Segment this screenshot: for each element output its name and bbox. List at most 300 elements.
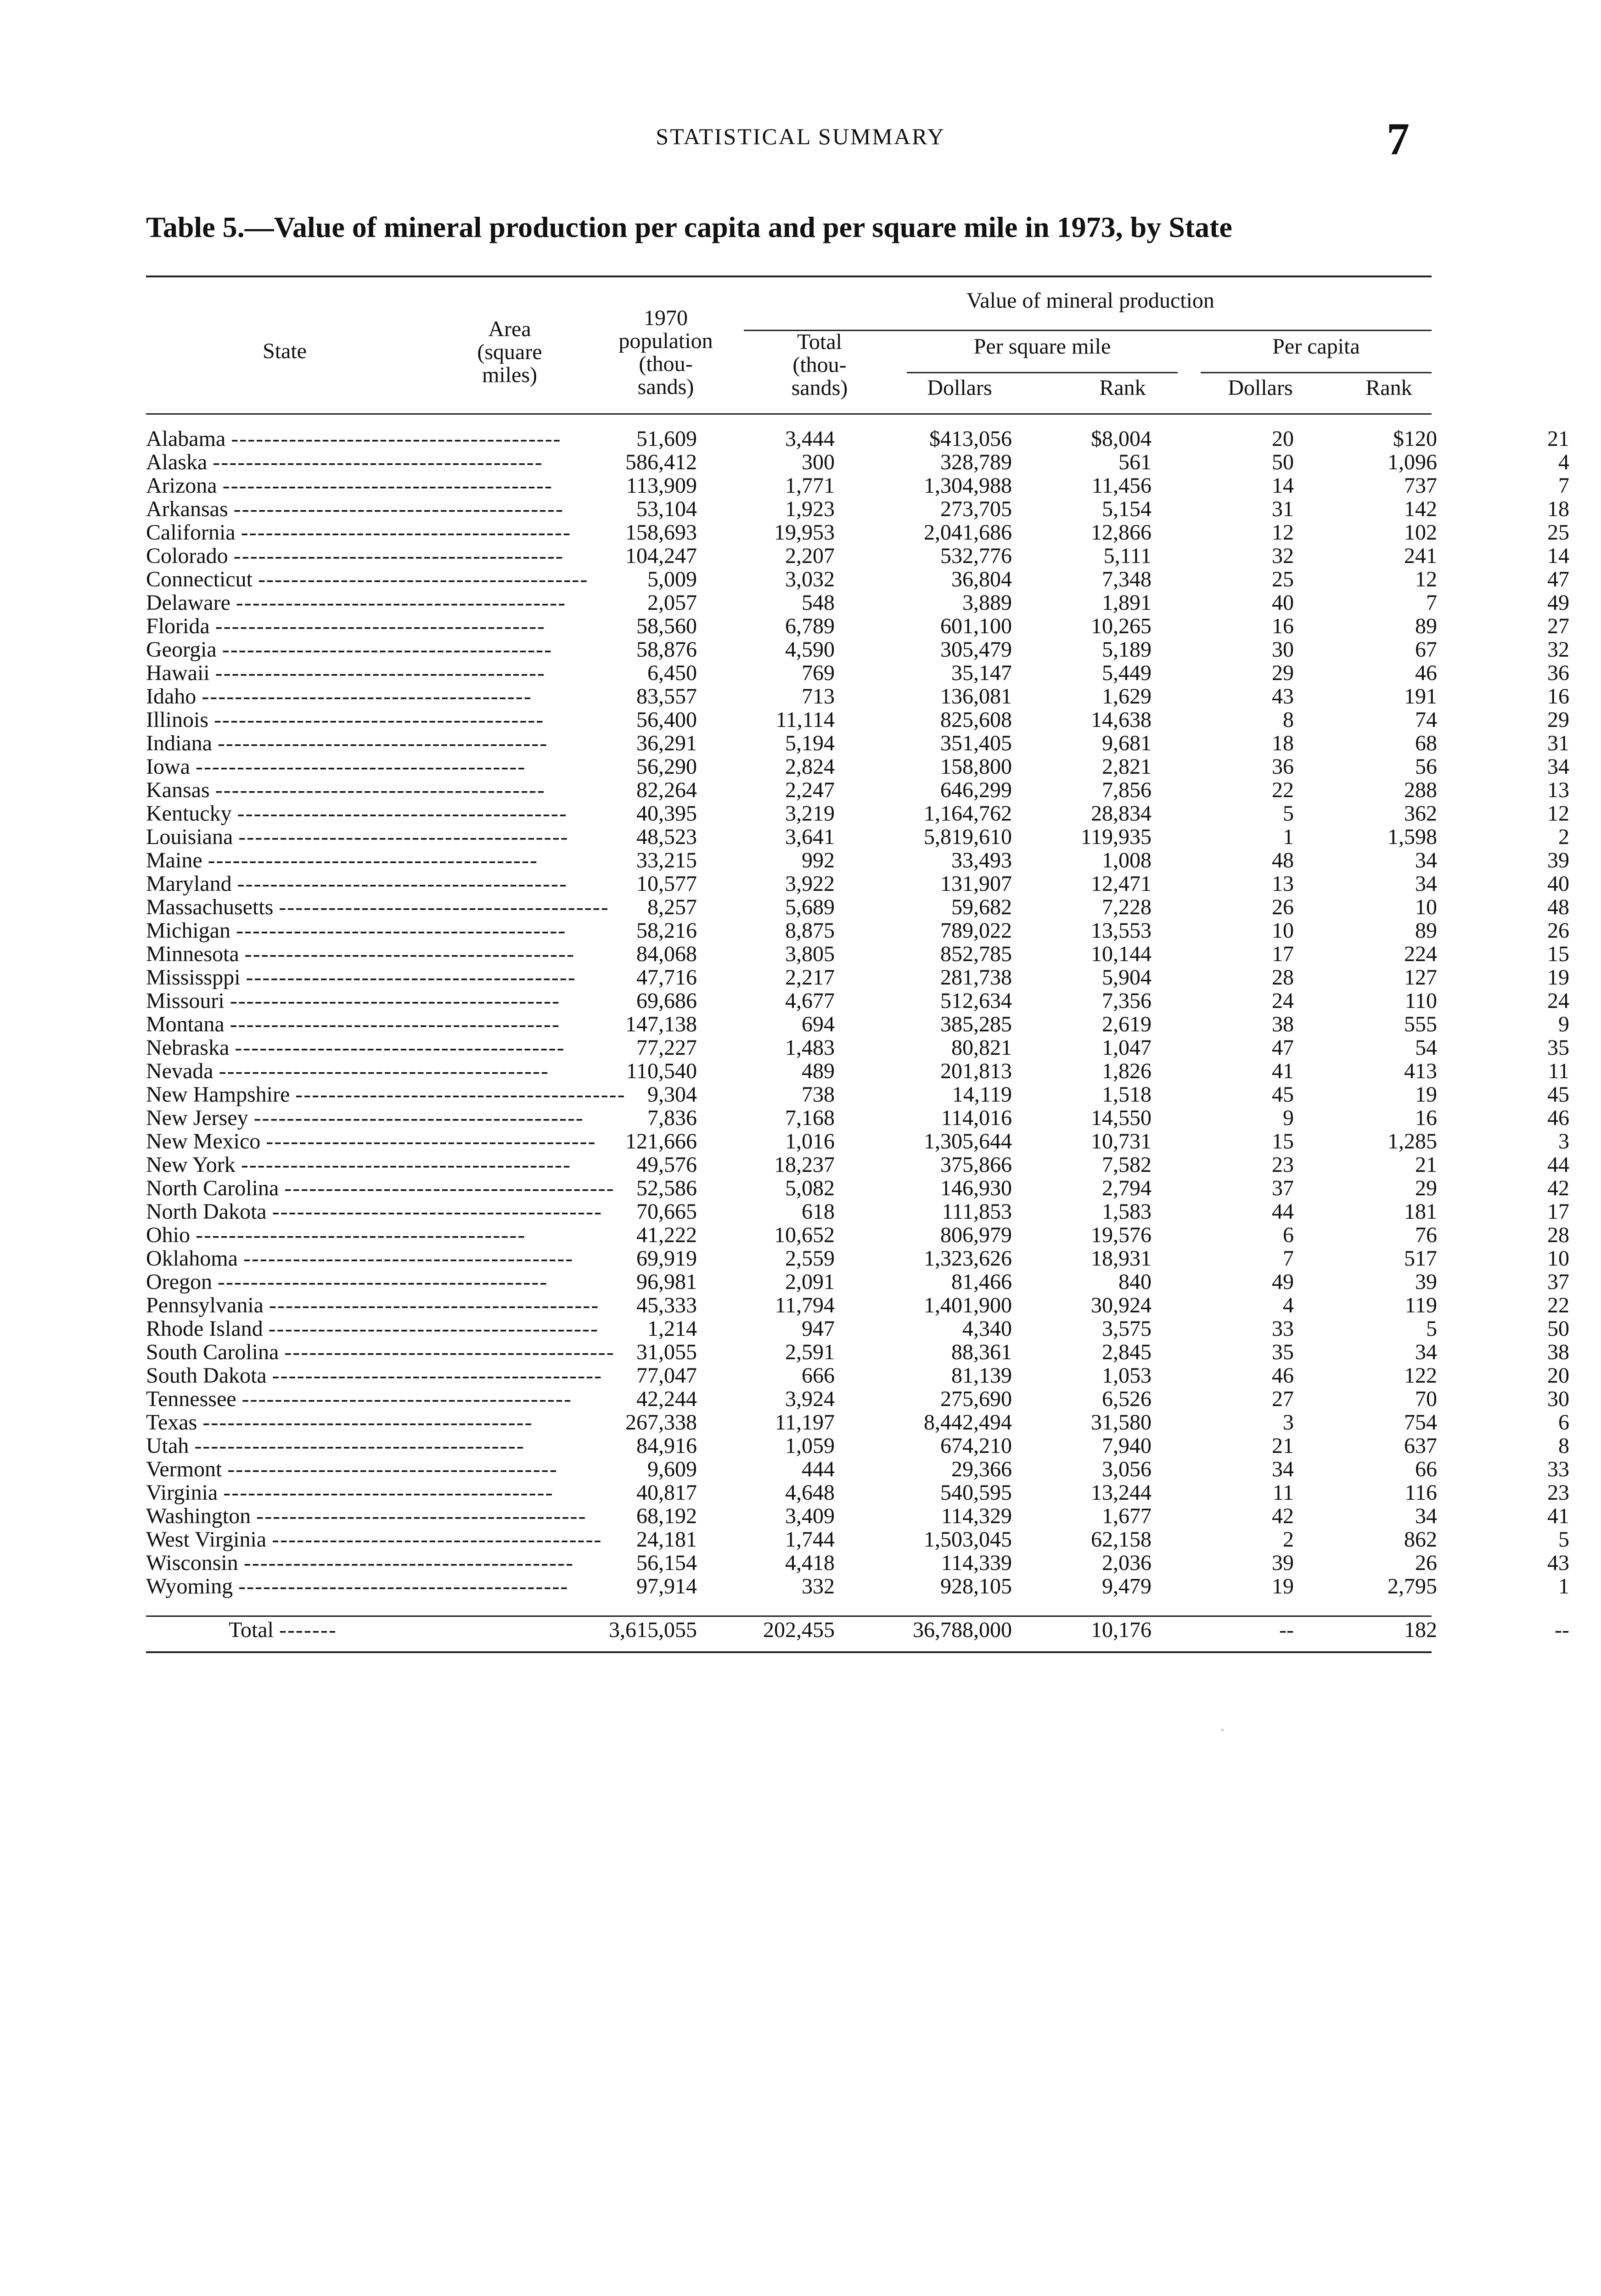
cell-population: 3,641 — [785, 825, 835, 849]
total-psm-dollars: 10,176 — [1091, 1618, 1152, 1642]
state-name — [146, 1504, 587, 1528]
cell-total-value: 29,366 — [951, 1457, 1012, 1481]
cell-population: 3,444 — [785, 427, 835, 451]
dot-leader: ---------------------------------------- — [213, 450, 543, 474]
cell-total-value: 1,305,644 — [924, 1129, 1012, 1154]
cell-area: 8,257 — [647, 895, 697, 919]
cell-psm-rank: 49 — [1272, 1270, 1294, 1294]
cell-pc-rank: 8 — [1558, 1434, 1569, 1458]
cell-pc-rank: 48 — [1547, 895, 1569, 919]
dot-leader: ---------------------------------------- — [284, 1176, 615, 1200]
total-pc-rank: -- — [1555, 1618, 1569, 1642]
cell-psm-dollars: 7,582 — [1102, 1153, 1152, 1177]
state-name — [146, 1340, 615, 1364]
dot-leader: ---------------------------------------- — [268, 1317, 599, 1341]
cell-population: 3,409 — [785, 1504, 835, 1528]
header-psm-dollars: Dollars — [927, 376, 992, 400]
cell-psm-rank: 31 — [1272, 497, 1294, 521]
cell-pc-rank: 21 — [1547, 427, 1569, 451]
cell-pc-dollars: 754 — [1404, 1410, 1437, 1435]
cell-psm-rank: 34 — [1272, 1457, 1294, 1481]
cell-pc-rank: 6 — [1558, 1410, 1569, 1435]
cell-total-value: 275,690 — [940, 1387, 1012, 1411]
cell-total-value: 88,361 — [951, 1340, 1012, 1364]
dot-leader: ---------------------------------------- — [238, 1574, 569, 1598]
cell-psm-rank: 45 — [1272, 1082, 1294, 1107]
table-row — [146, 1410, 1569, 1435]
cell-psm-dollars: 7,348 — [1102, 567, 1152, 591]
cell-population: 2,559 — [785, 1246, 835, 1271]
state-label: Tennessee — [146, 1387, 236, 1411]
table-row — [146, 1363, 1569, 1388]
dot-leader: ---------------------------------------- — [215, 778, 546, 802]
cell-psm-dollars: 1,047 — [1102, 1035, 1152, 1060]
state-name — [146, 520, 571, 545]
cell-pc-rank: 46 — [1547, 1106, 1569, 1130]
cell-pc-rank: 42 — [1547, 1176, 1569, 1200]
state-label: California — [146, 520, 236, 545]
cell-population: 5,689 — [785, 895, 835, 919]
cell-pc-rank: 3 — [1558, 1129, 1569, 1154]
cell-psm-dollars: 10,144 — [1091, 942, 1152, 966]
cell-psm-rank: 13 — [1272, 872, 1294, 896]
cell-psm-rank: 44 — [1272, 1199, 1294, 1224]
cell-area: 2,057 — [647, 591, 697, 615]
dot-leader: ---------------------------------------- — [256, 1504, 587, 1528]
cell-pc-dollars: 16 — [1415, 1106, 1437, 1130]
cell-area: 586,412 — [625, 450, 697, 474]
state-label: Wisconsin — [146, 1551, 238, 1575]
cell-psm-rank: 29 — [1272, 661, 1294, 685]
cell-pc-dollars: 1,598 — [1388, 825, 1437, 849]
cell-pc-rank: 43 — [1547, 1551, 1569, 1575]
cell-pc-dollars: 76 — [1415, 1223, 1437, 1247]
cell-area: 52,586 — [636, 1176, 697, 1200]
cell-psm-dollars: 2,794 — [1102, 1176, 1152, 1200]
cell-pc-dollars: 29 — [1415, 1176, 1437, 1200]
cell-pc-rank: 17 — [1547, 1199, 1569, 1224]
cell-total-value: 328,789 — [940, 450, 1012, 474]
state-label: South Carolina — [146, 1340, 279, 1364]
table-row — [146, 1527, 1569, 1552]
table-row — [146, 731, 1569, 755]
table-row — [146, 450, 1569, 474]
cell-population: 18,237 — [774, 1153, 835, 1177]
cell-total-value: 674,210 — [940, 1434, 1012, 1458]
state-label: Washington — [146, 1504, 251, 1528]
state-name — [146, 778, 546, 802]
cell-pc-rank: 7 — [1558, 473, 1569, 498]
cell-total-value: 1,503,045 — [924, 1527, 1012, 1552]
cell-psm-rank: 20 — [1272, 427, 1294, 451]
cell-psm-rank: 22 — [1272, 778, 1294, 802]
state-name — [146, 427, 562, 451]
cell-psm-rank: 25 — [1272, 567, 1294, 591]
cell-area: 51,609 — [636, 427, 697, 451]
state-name — [146, 1129, 596, 1154]
cell-population: 11,114 — [775, 708, 835, 732]
table-row — [146, 497, 1569, 521]
cell-psm-dollars: 13,244 — [1091, 1480, 1152, 1505]
cell-pc-dollars: 74 — [1415, 708, 1437, 732]
cell-population: 2,591 — [785, 1340, 835, 1364]
state-label: Georgia — [146, 637, 217, 662]
state-label: Wyoming — [146, 1574, 233, 1598]
cell-pc-dollars: 89 — [1415, 614, 1437, 638]
cell-pc-dollars: 191 — [1404, 684, 1437, 709]
cell-area: 267,338 — [625, 1410, 697, 1435]
cell-total-value: 5,819,610 — [924, 825, 1012, 849]
total-label: Total ------- — [229, 1618, 337, 1642]
table-row — [146, 473, 1569, 498]
state-name — [146, 942, 575, 966]
state-label: Montana — [146, 1012, 225, 1036]
cell-total-value: 646,299 — [940, 778, 1012, 802]
state-name — [146, 754, 526, 779]
dot-leader: ---------------------------------------- — [236, 591, 567, 615]
cell-psm-dollars: 5,189 — [1102, 637, 1152, 662]
cell-total-value: 136,081 — [940, 684, 1012, 709]
cell-pc-dollars: 34 — [1415, 1340, 1437, 1364]
cell-area: 24,181 — [636, 1527, 697, 1552]
cell-pc-dollars: 181 — [1404, 1199, 1437, 1224]
cell-area: 82,264 — [636, 778, 697, 802]
cell-population: 1,483 — [785, 1035, 835, 1060]
state-name — [146, 1434, 525, 1458]
table-row — [146, 1129, 1569, 1154]
cell-area: 97,914 — [636, 1574, 697, 1598]
cell-psm-dollars: 14,638 — [1091, 708, 1152, 732]
cell-pc-dollars: 241 — [1404, 544, 1437, 568]
state-name — [146, 801, 567, 826]
dot-leader: ---------------------------------------- — [233, 497, 564, 521]
state-name — [146, 1480, 554, 1505]
cell-pc-rank: 26 — [1547, 918, 1569, 943]
dot-leader: ---------------------------------------- — [215, 661, 545, 685]
header-area: Area (square miles) — [477, 317, 542, 387]
cell-psm-dollars: 9,479 — [1102, 1574, 1152, 1598]
cell-psm-dollars: 2,845 — [1102, 1340, 1152, 1364]
cell-psm-rank: 24 — [1272, 989, 1294, 1013]
cell-population: 694 — [802, 1012, 835, 1036]
cell-psm-rank: 7 — [1283, 1246, 1294, 1271]
dot-leader: ---------------------------------------- — [241, 1153, 572, 1177]
cell-psm-dollars: 14,550 — [1091, 1106, 1152, 1130]
table-row — [146, 1457, 1569, 1481]
cell-area: 36,291 — [636, 731, 697, 755]
cell-psm-dollars: 1,008 — [1102, 848, 1152, 872]
state-label: Colorado — [146, 544, 228, 568]
table-row — [146, 614, 1569, 638]
cell-total-value: 114,339 — [941, 1551, 1012, 1575]
table-row — [146, 1153, 1569, 1177]
cell-area: 48,523 — [636, 825, 697, 849]
cell-psm-rank: 38 — [1272, 1012, 1294, 1036]
table-row — [146, 1551, 1569, 1575]
state-label: Iowa — [146, 754, 190, 779]
state-label: Missouri — [146, 989, 225, 1013]
dot-leader: ---------------------------------------- — [237, 801, 567, 826]
state-name — [146, 1106, 584, 1130]
cell-pc-dollars: 66 — [1415, 1457, 1437, 1481]
dot-leader: ---------------------------------------- — [279, 895, 609, 919]
table-row — [146, 1199, 1569, 1224]
cell-pc-rank: 15 — [1547, 942, 1569, 966]
state-name — [146, 1293, 600, 1317]
cell-psm-dollars: 1,583 — [1102, 1199, 1152, 1224]
state-label: Illinois — [146, 708, 209, 732]
cell-total-value: 8,442,494 — [924, 1410, 1012, 1435]
dot-leader: ---------------------------------------- — [231, 427, 562, 451]
dot-leader: ---------------------------------------- — [233, 544, 564, 568]
cell-pc-rank: 24 — [1547, 989, 1569, 1013]
cell-pc-rank: 9 — [1558, 1012, 1569, 1036]
cell-population: 10,652 — [774, 1223, 835, 1247]
cell-population: 1,016 — [785, 1129, 835, 1154]
table-row — [146, 1223, 1569, 1247]
cell-population: 3,805 — [785, 942, 835, 966]
cell-area: 31,055 — [636, 1340, 697, 1364]
table-row — [146, 1504, 1569, 1528]
cell-pc-rank: 49 — [1547, 591, 1569, 615]
state-name — [146, 708, 545, 732]
cell-psm-rank: 43 — [1272, 684, 1294, 709]
dot-leader: ---------------------------------------- — [222, 473, 553, 498]
state-label: Maryland — [146, 872, 232, 896]
cell-psm-dollars: 1,629 — [1102, 684, 1152, 709]
cell-psm-dollars: 19,576 — [1091, 1223, 1152, 1247]
cell-total-value: 146,930 — [940, 1176, 1012, 1200]
state-name — [146, 591, 567, 615]
state-name — [146, 872, 567, 896]
table-row — [146, 684, 1569, 709]
dot-leader: ---------------------------------------- — [227, 1457, 558, 1481]
table-row — [146, 1082, 1569, 1107]
cell-psm-rank: 17 — [1272, 942, 1294, 966]
state-name — [146, 497, 564, 521]
dot-leader: ---------------------------------------- — [202, 684, 532, 709]
table-row — [146, 1106, 1569, 1130]
cell-total-value: 601,100 — [940, 614, 1012, 638]
state-name — [146, 661, 545, 685]
cell-area: 77,227 — [636, 1035, 697, 1060]
cell-pc-dollars: 12 — [1415, 567, 1437, 591]
header-value-group: Value of mineral production — [966, 288, 1214, 313]
cell-area: 47,716 — [636, 965, 697, 990]
table-total-row — [146, 1618, 1569, 1642]
state-name — [146, 918, 567, 943]
cell-psm-dollars: 1,826 — [1102, 1059, 1152, 1083]
state-label: North Carolina — [146, 1176, 279, 1200]
cell-area: 5,009 — [647, 567, 697, 591]
dot-leader: ---------------------------------------- — [238, 825, 569, 849]
cell-total-value: 305,479 — [940, 637, 1012, 662]
cell-area: 40,395 — [636, 801, 697, 826]
cell-total-value: 852,785 — [940, 942, 1012, 966]
cell-population: 738 — [802, 1082, 835, 1107]
header-state: State — [263, 339, 307, 363]
cell-area: 96,981 — [636, 1270, 697, 1294]
cell-pc-dollars: 127 — [1404, 965, 1437, 990]
state-label: New Hampshire — [146, 1082, 290, 1107]
cell-psm-dollars: 840 — [1118, 1270, 1152, 1294]
table-row — [146, 544, 1569, 568]
cell-area: 6,450 — [647, 661, 697, 685]
cell-psm-dollars: 2,036 — [1102, 1551, 1152, 1575]
dot-leader: ---------------------------------------- — [196, 1223, 526, 1247]
state-name — [146, 1317, 599, 1341]
cell-pc-dollars: 1,096 — [1388, 450, 1437, 474]
cell-pc-rank: 40 — [1547, 872, 1569, 896]
cell-psm-dollars: 62,158 — [1091, 1527, 1152, 1552]
cell-population: 947 — [802, 1317, 835, 1341]
dot-leader: ---------------------------------------- — [230, 989, 561, 1013]
table-top-rule — [146, 276, 1432, 277]
cell-psm-dollars: 10,731 — [1091, 1129, 1152, 1154]
cell-psm-rank: 6 — [1283, 1223, 1294, 1247]
cell-psm-dollars: 7,940 — [1102, 1434, 1152, 1458]
table-row — [146, 778, 1569, 802]
cell-population: 19,953 — [774, 520, 835, 545]
cell-total-value: 33,493 — [951, 848, 1012, 872]
cell-area: 147,138 — [625, 1012, 697, 1036]
state-label: Hawaii — [146, 661, 210, 685]
table-row — [146, 708, 1569, 732]
state-label: Kansas — [146, 778, 210, 802]
cell-psm-rank: 2 — [1283, 1527, 1294, 1552]
cell-population: 2,207 — [785, 544, 835, 568]
dot-leader: ---------------------------------------- — [208, 848, 538, 872]
cell-area: 7,836 — [647, 1106, 697, 1130]
cell-psm-dollars: 31,580 — [1091, 1410, 1152, 1435]
cell-psm-rank: 12 — [1272, 520, 1294, 545]
cell-psm-dollars: 7,356 — [1102, 989, 1152, 1013]
cell-population: 6,789 — [785, 614, 835, 638]
table-row — [146, 754, 1569, 779]
state-name — [146, 731, 548, 755]
cell-psm-rank: 50 — [1272, 450, 1294, 474]
cell-pc-dollars: 862 — [1404, 1527, 1437, 1552]
cell-total-value: 375,866 — [940, 1153, 1012, 1177]
cell-psm-rank: 16 — [1272, 614, 1294, 638]
cell-total-value: 806,979 — [940, 1223, 1012, 1247]
table-row — [146, 1246, 1569, 1271]
cell-total-value: 14,119 — [952, 1082, 1012, 1107]
dot-leader: ---------------------------------------- — [295, 1082, 626, 1107]
cell-psm-rank: 14 — [1272, 473, 1294, 498]
cell-total-value: 36,804 — [951, 567, 1012, 591]
state-name — [146, 1527, 602, 1552]
state-label: Massachusetts — [146, 895, 274, 919]
cell-area: 84,916 — [636, 1434, 697, 1458]
state-name — [146, 450, 543, 474]
cell-psm-dollars: 5,111 — [1103, 544, 1152, 568]
cell-pc-dollars: 70 — [1415, 1387, 1437, 1411]
state-label: Delaware — [146, 591, 230, 615]
dot-leader: ---------------------------------------- — [242, 1387, 572, 1411]
cell-population: 1,923 — [785, 497, 835, 521]
table-row — [146, 848, 1569, 872]
cell-population: 2,217 — [785, 965, 835, 990]
cell-psm-dollars: 5,449 — [1102, 661, 1152, 685]
table-row — [146, 918, 1569, 943]
state-name — [146, 965, 576, 990]
cell-psm-rank: 4 — [1283, 1293, 1294, 1317]
table-row — [146, 661, 1569, 685]
cell-total-value: 1,401,900 — [924, 1293, 1012, 1317]
cell-pc-dollars: 102 — [1404, 520, 1437, 545]
cell-psm-rank: 46 — [1272, 1363, 1294, 1388]
cell-psm-dollars: 3,575 — [1102, 1317, 1152, 1341]
cell-psm-dollars: 11,456 — [1091, 473, 1152, 498]
cell-pc-rank: 44 — [1547, 1153, 1569, 1177]
cell-total-value: 201,813 — [940, 1059, 1012, 1083]
cell-psm-rank: 39 — [1272, 1551, 1294, 1575]
cell-psm-rank: 33 — [1272, 1317, 1294, 1341]
cell-area: 53,104 — [636, 497, 697, 521]
cell-population: 4,418 — [785, 1551, 835, 1575]
cell-pc-rank: 10 — [1547, 1246, 1569, 1271]
cell-total-value: 1,323,626 — [924, 1246, 1012, 1271]
cell-psm-rank: 40 — [1272, 591, 1294, 615]
cell-population: 1,059 — [785, 1434, 835, 1458]
dot-leader: ---------------------------------------- — [272, 1199, 602, 1224]
cell-psm-rank: 15 — [1272, 1129, 1294, 1154]
state-label: Maine — [146, 848, 202, 872]
cell-psm-rank: 10 — [1272, 918, 1294, 943]
cell-pc-dollars: 555 — [1404, 1012, 1437, 1036]
state-name — [146, 614, 546, 638]
state-label: Connecticut — [146, 567, 253, 591]
cell-pc-rank: 50 — [1547, 1317, 1569, 1341]
dot-leader: ---------------------------------------- — [253, 1106, 584, 1130]
cell-area: 9,609 — [647, 1457, 697, 1481]
cell-total-value: 114,329 — [941, 1504, 1012, 1528]
cell-population: 5,194 — [785, 731, 835, 755]
cell-total-value: 351,405 — [940, 731, 1012, 755]
table-row — [146, 1574, 1569, 1598]
state-name — [146, 1387, 572, 1411]
header-per-square-mile: Per square mile — [973, 334, 1111, 359]
state-name — [146, 1410, 533, 1435]
state-name — [146, 1363, 603, 1388]
cell-pc-rank: 45 — [1547, 1082, 1569, 1107]
cell-population: 7,168 — [785, 1106, 835, 1130]
dot-leader: ---------------------------------------- — [223, 1480, 554, 1505]
cell-psm-dollars: 10,265 — [1091, 614, 1152, 638]
cell-population: 2,091 — [785, 1270, 835, 1294]
cell-population: 992 — [802, 848, 835, 872]
cell-pc-rank: 2 — [1558, 825, 1569, 849]
table-row — [146, 1176, 1569, 1200]
cell-area: 69,919 — [636, 1246, 697, 1271]
cell-psm-rank: 5 — [1283, 801, 1294, 826]
page-number: 7 — [1387, 113, 1410, 164]
cell-total-value: 59,682 — [951, 895, 1012, 919]
cell-total-value: 3,889 — [962, 591, 1012, 615]
total-pc-dollars: 182 — [1404, 1618, 1437, 1642]
cell-psm-dollars: 30,924 — [1091, 1293, 1152, 1317]
cell-pc-rank: 30 — [1547, 1387, 1569, 1411]
cell-total-value: 81,139 — [951, 1363, 1012, 1388]
per-capita-rule — [1201, 372, 1432, 373]
cell-area: 83,557 — [636, 684, 697, 709]
cell-pc-dollars: $120 — [1393, 427, 1437, 451]
state-label: Indiana — [146, 731, 212, 755]
cell-pc-rank: 19 — [1547, 965, 1569, 990]
cell-pc-dollars: 7 — [1426, 591, 1437, 615]
cell-area: 77,047 — [636, 1363, 697, 1388]
